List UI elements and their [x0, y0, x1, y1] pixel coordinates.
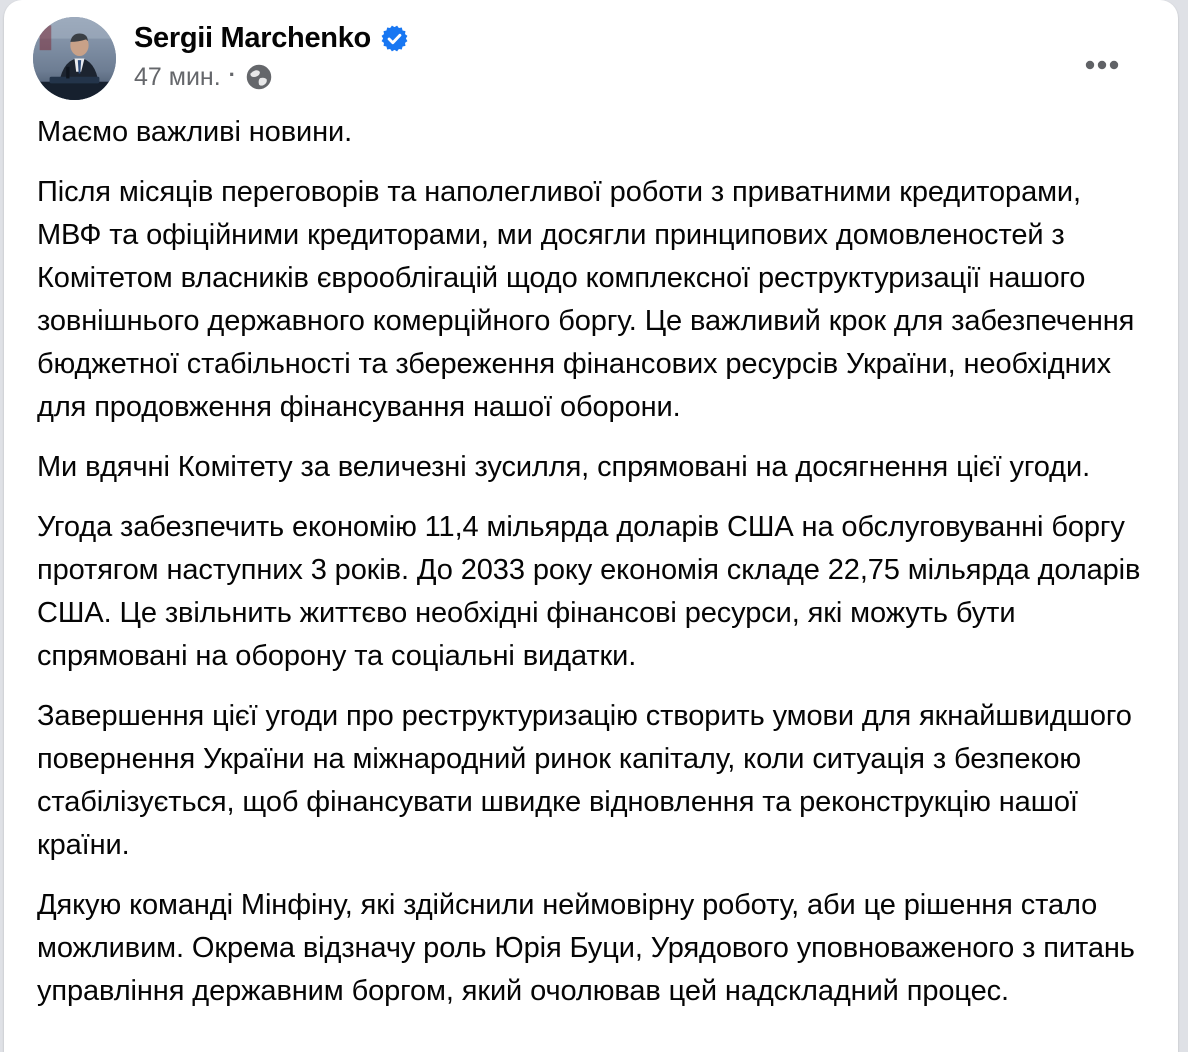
post-paragraph: Дякую команді Мінфіну, які здійснили неймовірну роботу, аби це рішення стало можливим. Окрема відзначу роль Юрія Буци, Урядового уповноваженого з питань управління державним боргом, який очолював цей надскладний процес. — [37, 889, 1135, 1007]
header-meta — [134, 17, 408, 92]
post-card — [4, 0, 1178, 1052]
author-name[interactable]: Sergii Marchenko — [134, 22, 371, 54]
post-header — [4, 0, 1178, 100]
post-paragraph: Ми вдячні Комітету за величезні зусилля, спрямовані на досягнення цієї угоди. — [37, 451, 1091, 483]
post-paragraph: Після місяців переговорів та наполегливої роботи з приватними кредиторами, МВФ та офіційними кредиторами, ми досягли принципових домовленостей з Комітетом власників єврооблігацій щодо комплексної реструктуризації нашого зовнішнього державного комерційного боргу. Це важливий крок для забезпечення бюджетної стабільності та збереження фінансових ресурсів України, необхідних для продовження фінансування нашої оборони. — [37, 176, 1135, 423]
globe-icon — [246, 64, 272, 90]
post-paragraph: Угода забезпечить економію 11,4 мільярда доларів США на обслуговуванні боргу протягом наступних 3 років. До 2033 року економія складе 22,75 мільярда доларів США. Це звільнить життєво необхідні фінансові ресурси, які можуть бути спрямовані на оборону та соціальні видатки. — [37, 511, 1141, 672]
avatar[interactable] — [33, 17, 116, 100]
verified-badge-icon — [381, 25, 408, 52]
post-paragraph: Завершення цієї угоди про реструктуризацію створить умови для якнайшвидшого повернення України на міжнародний ринок капіталу, коли ситуація з безпекою стабілізується, щоб фінансувати швидке відновлення та реконструкцію нашої країни. — [37, 700, 1132, 861]
post-menu-button[interactable] — [1074, 45, 1130, 85]
ellipsis-icon — [1085, 60, 1119, 70]
post-text — [4, 100, 1178, 1013]
post-paragraph: Маємо важливі новини. — [37, 116, 353, 148]
dot-separator: · — [228, 62, 236, 87]
avatar-photo — [33, 17, 116, 100]
timestamp[interactable]: 47 мин. — [134, 63, 221, 91]
